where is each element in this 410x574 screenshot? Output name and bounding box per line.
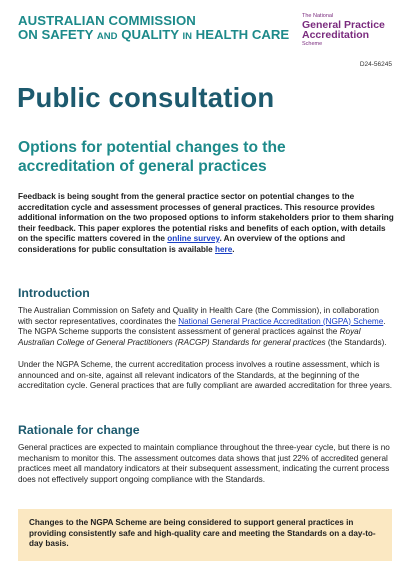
ngpa-logo-top: The National: [302, 13, 334, 19]
ngpa-logo-name-2: Accreditation: [302, 29, 370, 41]
document-header: [18, 14, 392, 54]
logo-word-in: IN: [182, 30, 192, 42]
commission-logo-line2: [18, 28, 289, 42]
intro-text-3: .: [232, 244, 235, 254]
intro-text-1: Feedback is being sought from the general practice sector on potential changes to the accreditation cycle and assessment processes of general practices. This resource provides additional information on the two proposed options to inform stakeholders prior to them sharing their feedback. This paper explores the potential risks and benefits of each option, with details on the specific matters covered in the: [18, 192, 394, 243]
introduction-paragraph-1: [18, 306, 394, 348]
rationale-paragraph: General practices are expected to maintain compliance throughout the three-year cycle, but there is no mechanism to monitor this. The assessment outcomes data shows that just 22% of accredited general practices meet all mandatory indicators at their subsequent assessment, indicating the current process does not effectively support ongoing compliance with the Standards.: [18, 443, 390, 484]
logo-word-safety: SAFETY: [41, 26, 94, 42]
callout-text: Changes to the NGPA Scheme are being considered to support general practices in providing consistently safe and high-quality care and meeting the Standards on a day-to-day basis.: [29, 518, 376, 548]
introduction-heading: Introduction: [18, 286, 90, 300]
callout-box: [18, 509, 392, 561]
online-survey-link[interactable]: online survey: [167, 234, 220, 243]
document-reference: D24-56245: [359, 61, 392, 68]
logo-word-health-care: HEALTH CARE: [195, 26, 290, 42]
ngpa-logo-bottom: Scheme: [302, 40, 323, 47]
ngpa-logo-name-1: General Practice: [302, 18, 385, 31]
page-title: Public consultation: [17, 82, 275, 113]
ngpa-scheme-link[interactable]: National General Practice Accreditation (NGPA) Scheme: [178, 316, 384, 326]
commission-logo-line1: AUSTRALIAN COMMISSION: [18, 13, 196, 28]
logo-word-and: AND: [96, 30, 118, 42]
rationale-heading: Rationale for change: [18, 423, 140, 437]
introduction-p1-text-a: The Australian Commission on Safety and Quality in Health Care (the Commission), in collaboration with sector representatives, coordinates the: [18, 306, 379, 326]
intro-paragraph: [18, 192, 394, 255]
overview-here-link[interactable]: here: [215, 244, 233, 254]
racgp-standards-title: Royal Australian College of General Practitioners (RACGP) Standards for general practices: [18, 327, 361, 347]
logo-word-quality: QUALITY: [121, 26, 179, 42]
intro-text-2: . An overview of the options and considerations for public consultation is available: [18, 234, 346, 254]
introduction-p1-text-b: . The NGPA Scheme supports the consistent assessment of general practices against the: [18, 316, 386, 336]
ngpa-logo: [302, 14, 392, 47]
logo-word-on: ON: [18, 26, 42, 42]
commission-logo: [18, 14, 289, 42]
introduction-p1-text-c: (the Standards).: [325, 337, 387, 347]
page-subtitle: Options for potential changes to the accreditation of general practices: [18, 139, 286, 176]
introduction-paragraph-2: Under the NGPA Scheme, the current accreditation process involves a routine assessment, which is announced and on-site, against all relevant indicators of the Standards, at the beginning of the accreditation cycle. General practices that are fully compliant are awarded accreditation for three years.: [18, 360, 393, 390]
